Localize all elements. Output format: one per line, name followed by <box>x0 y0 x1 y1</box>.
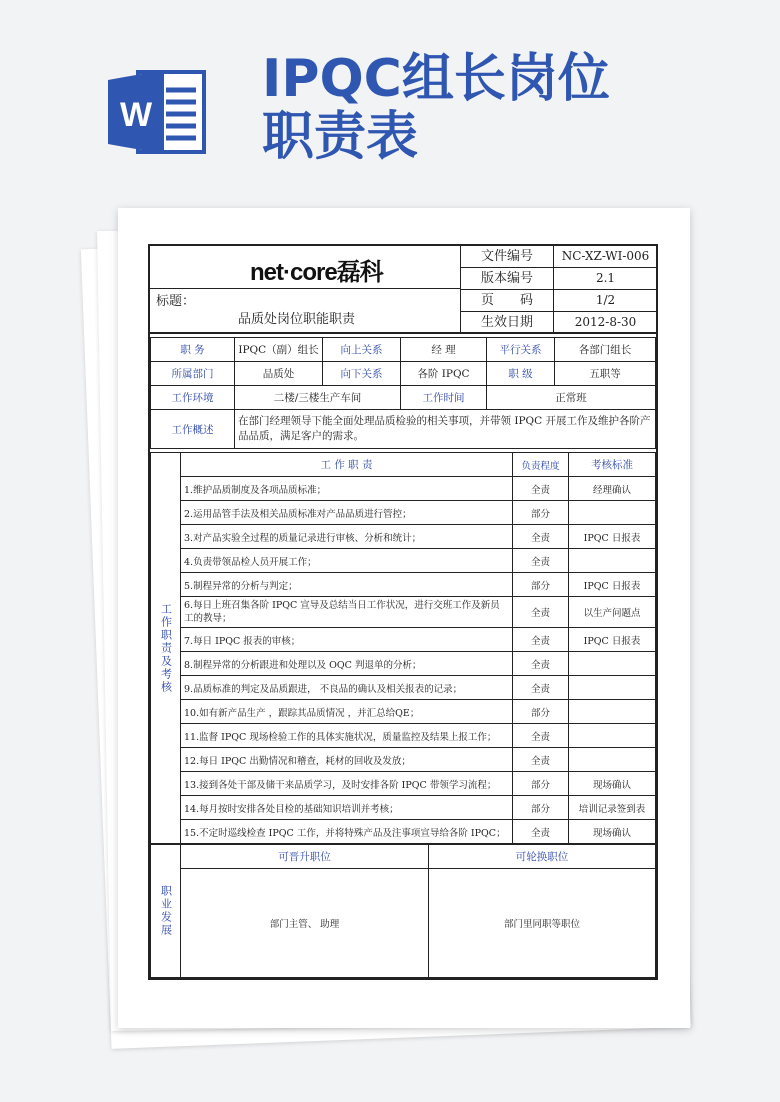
table-row <box>151 772 656 796</box>
degree-cell: 全责 <box>513 549 569 573</box>
promote-header: 可晋升职位 <box>181 845 429 869</box>
overview-row <box>151 410 656 449</box>
document-sheet <box>118 208 690 1028</box>
standard-cell <box>569 748 656 772</box>
standard-cell: IPQC 日报表 <box>569 525 656 549</box>
info-label: 工作环境 <box>151 386 235 410</box>
degree-cell: 全责 <box>513 652 569 676</box>
info-label: 所属部门 <box>151 362 235 386</box>
degree-cell: 部分 <box>513 700 569 724</box>
info-value: 经 理 <box>401 338 487 362</box>
career-section-text: 职业发展 <box>159 885 173 937</box>
promote-value: 部门主管、 助理 <box>181 869 429 978</box>
table-row <box>151 676 656 700</box>
info-label: 职 务 <box>151 338 235 362</box>
meta-key: 文件编号 <box>461 246 554 267</box>
page-title-line1: IPQC组长岗位 <box>262 49 610 109</box>
meta-row <box>461 268 657 290</box>
doc-meta <box>460 246 657 332</box>
standard-cell <box>569 549 656 573</box>
table-row <box>151 549 656 573</box>
info-row <box>151 386 656 410</box>
info-value: 五职等 <box>555 362 656 386</box>
degree-cell: 部分 <box>513 772 569 796</box>
duty-cell: 14.每月按时安排各处目检的基础知识培训并考核； <box>181 796 513 820</box>
standard-cell: 以生产问题点 <box>569 597 656 628</box>
degree-cell: 部分 <box>513 796 569 820</box>
table-row <box>151 820 656 844</box>
info-row <box>151 362 656 386</box>
duty-cell: 9.品质标准的判定及品质跟进， 不良品的确认及相关报表的记录； <box>181 676 513 700</box>
duty-cell: 1.维护品质制度及各项品质标准； <box>181 477 513 501</box>
standard-cell: 培训记录签到表 <box>569 796 656 820</box>
divider <box>150 288 460 289</box>
degree-cell: 全责 <box>513 525 569 549</box>
duty-cell: 11.监督 IPQC 现场检验工作的具体实施状况，质量监控及结果上报工作； <box>181 724 513 748</box>
degree-cell: 部分 <box>513 501 569 525</box>
degree-cell: 全责 <box>513 724 569 748</box>
standard-cell: IPQC 日报表 <box>569 573 656 597</box>
duty-cell: 13.接到各处干部及储干来品质学习，及时安排各阶 IPQC 带领学习流程； <box>181 772 513 796</box>
standard-cell <box>569 724 656 748</box>
info-label: 向下关系 <box>323 362 401 386</box>
duty-cell: 4.负责带领品检人员开展工作； <box>181 549 513 573</box>
info-value: 二楼/三楼生产车间 <box>235 386 401 410</box>
degree-cell: 全责 <box>513 477 569 501</box>
duty-cell: 15.不定时巡线检查 IPQC 工作，并将特殊产品及注事项宣导给各阶 IPQC； <box>181 820 513 844</box>
info-value: 各阶 IPQC <box>401 362 487 386</box>
standard-cell <box>569 501 656 525</box>
table-row <box>151 573 656 597</box>
overview-label: 工作概述 <box>151 410 235 449</box>
duties-table <box>150 452 656 844</box>
career-section-label <box>151 845 181 978</box>
degree-cell: 全责 <box>513 820 569 844</box>
info-label: 平行关系 <box>487 338 555 362</box>
table-row <box>151 700 656 724</box>
career-table <box>150 844 656 978</box>
info-label: 向上关系 <box>323 338 401 362</box>
col-duty: 工 作 职 责 <box>181 453 513 477</box>
degree-cell: 全责 <box>513 597 569 628</box>
company-logo: net·core磊科 <box>250 259 383 286</box>
meta-row <box>461 246 657 268</box>
duty-cell: 7.每日 IPQC 报表的审核； <box>181 628 513 652</box>
title-label: 标题： <box>156 294 196 309</box>
info-value: IPQC（副）组长 <box>235 338 323 362</box>
info-label: 工作时间 <box>401 386 487 410</box>
table-row <box>151 796 656 820</box>
page-title <box>262 50 610 166</box>
table-row <box>151 652 656 676</box>
duties-section-label <box>151 453 181 844</box>
standard-cell <box>569 652 656 676</box>
table-row <box>151 628 656 652</box>
form-header <box>150 246 656 334</box>
table-row <box>151 724 656 748</box>
duty-cell: 3.对产品实验全过程的质量记录进行审核、分析和统计； <box>181 525 513 549</box>
meta-key: 版本编号 <box>461 268 554 289</box>
standard-cell: 现场确认 <box>569 772 656 796</box>
meta-row <box>461 312 657 334</box>
duty-cell: 5.制程异常的分析与判定； <box>181 573 513 597</box>
col-standard: 考核标准 <box>569 453 656 477</box>
table-row <box>151 748 656 772</box>
degree-cell: 部分 <box>513 573 569 597</box>
meta-row <box>461 290 657 312</box>
meta-value: 2012-8-30 <box>574 315 637 329</box>
info-table <box>150 337 656 449</box>
meta-value: NC-XZ-WI-006 <box>561 249 650 263</box>
standard-cell: IPQC 日报表 <box>569 628 656 652</box>
standard-cell <box>569 676 656 700</box>
duties-section-text: 工作职责及考核 <box>159 602 173 694</box>
duty-cell: 2.运用品管手法及相关品质标准对产品品质进行管控； <box>181 501 513 525</box>
meta-value: 1/2 <box>595 293 616 307</box>
word-doc-icon <box>108 68 208 156</box>
table-row <box>151 597 656 628</box>
duty-cell: 12.每日 IPQC 出勤情况和稽查，耗材的回收及发放； <box>181 748 513 772</box>
col-degree: 负责程度 <box>513 453 569 477</box>
meta-key: 页 码 <box>461 290 554 311</box>
duty-cell: 8.制程异常的分析跟进和处理以及 OQC 判退单的分析； <box>181 652 513 676</box>
table-row <box>151 525 656 549</box>
svg-text:W: W <box>119 96 153 134</box>
degree-cell: 全责 <box>513 676 569 700</box>
career-row <box>151 869 656 978</box>
info-value: 品质处 <box>235 362 323 386</box>
meta-key: 生效日期 <box>461 312 554 334</box>
info-value: 各部门组长 <box>555 338 656 362</box>
career-header-row <box>151 845 656 869</box>
info-value: 正常班 <box>487 386 656 410</box>
form-table <box>148 244 658 980</box>
info-row <box>151 338 656 362</box>
meta-value: 2.1 <box>595 271 616 285</box>
degree-cell: 全责 <box>513 748 569 772</box>
table-row <box>151 477 656 501</box>
title-value: 品质处岗位职能职责 <box>238 312 356 327</box>
overview-text: 在部门经理领导下能全面处理品质检验的相关事项，并带领 IPQC 开展工作及维护各阶产品品质，满足客户的需求。 <box>235 410 656 449</box>
duties-header-row <box>151 453 656 477</box>
duty-cell: 6.每日上班召集各阶 IPQC 宣导及总结当日工作状况，进行交班工作及新员工的教导； <box>181 597 513 628</box>
standard-cell <box>569 700 656 724</box>
info-label: 职 级 <box>487 362 555 386</box>
table-row <box>151 501 656 525</box>
duty-cell: 10.如有新产品生产 ，跟踪其品质情况 ，并汇总给QE； <box>181 700 513 724</box>
standard-cell: 现场确认 <box>569 820 656 844</box>
standard-cell: 经理确认 <box>569 477 656 501</box>
rotate-header: 可轮换职位 <box>429 845 656 869</box>
degree-cell: 全责 <box>513 628 569 652</box>
page-title-line2: 职责表 <box>262 107 419 167</box>
rotate-value: 部门里同职等职位 <box>429 869 656 978</box>
